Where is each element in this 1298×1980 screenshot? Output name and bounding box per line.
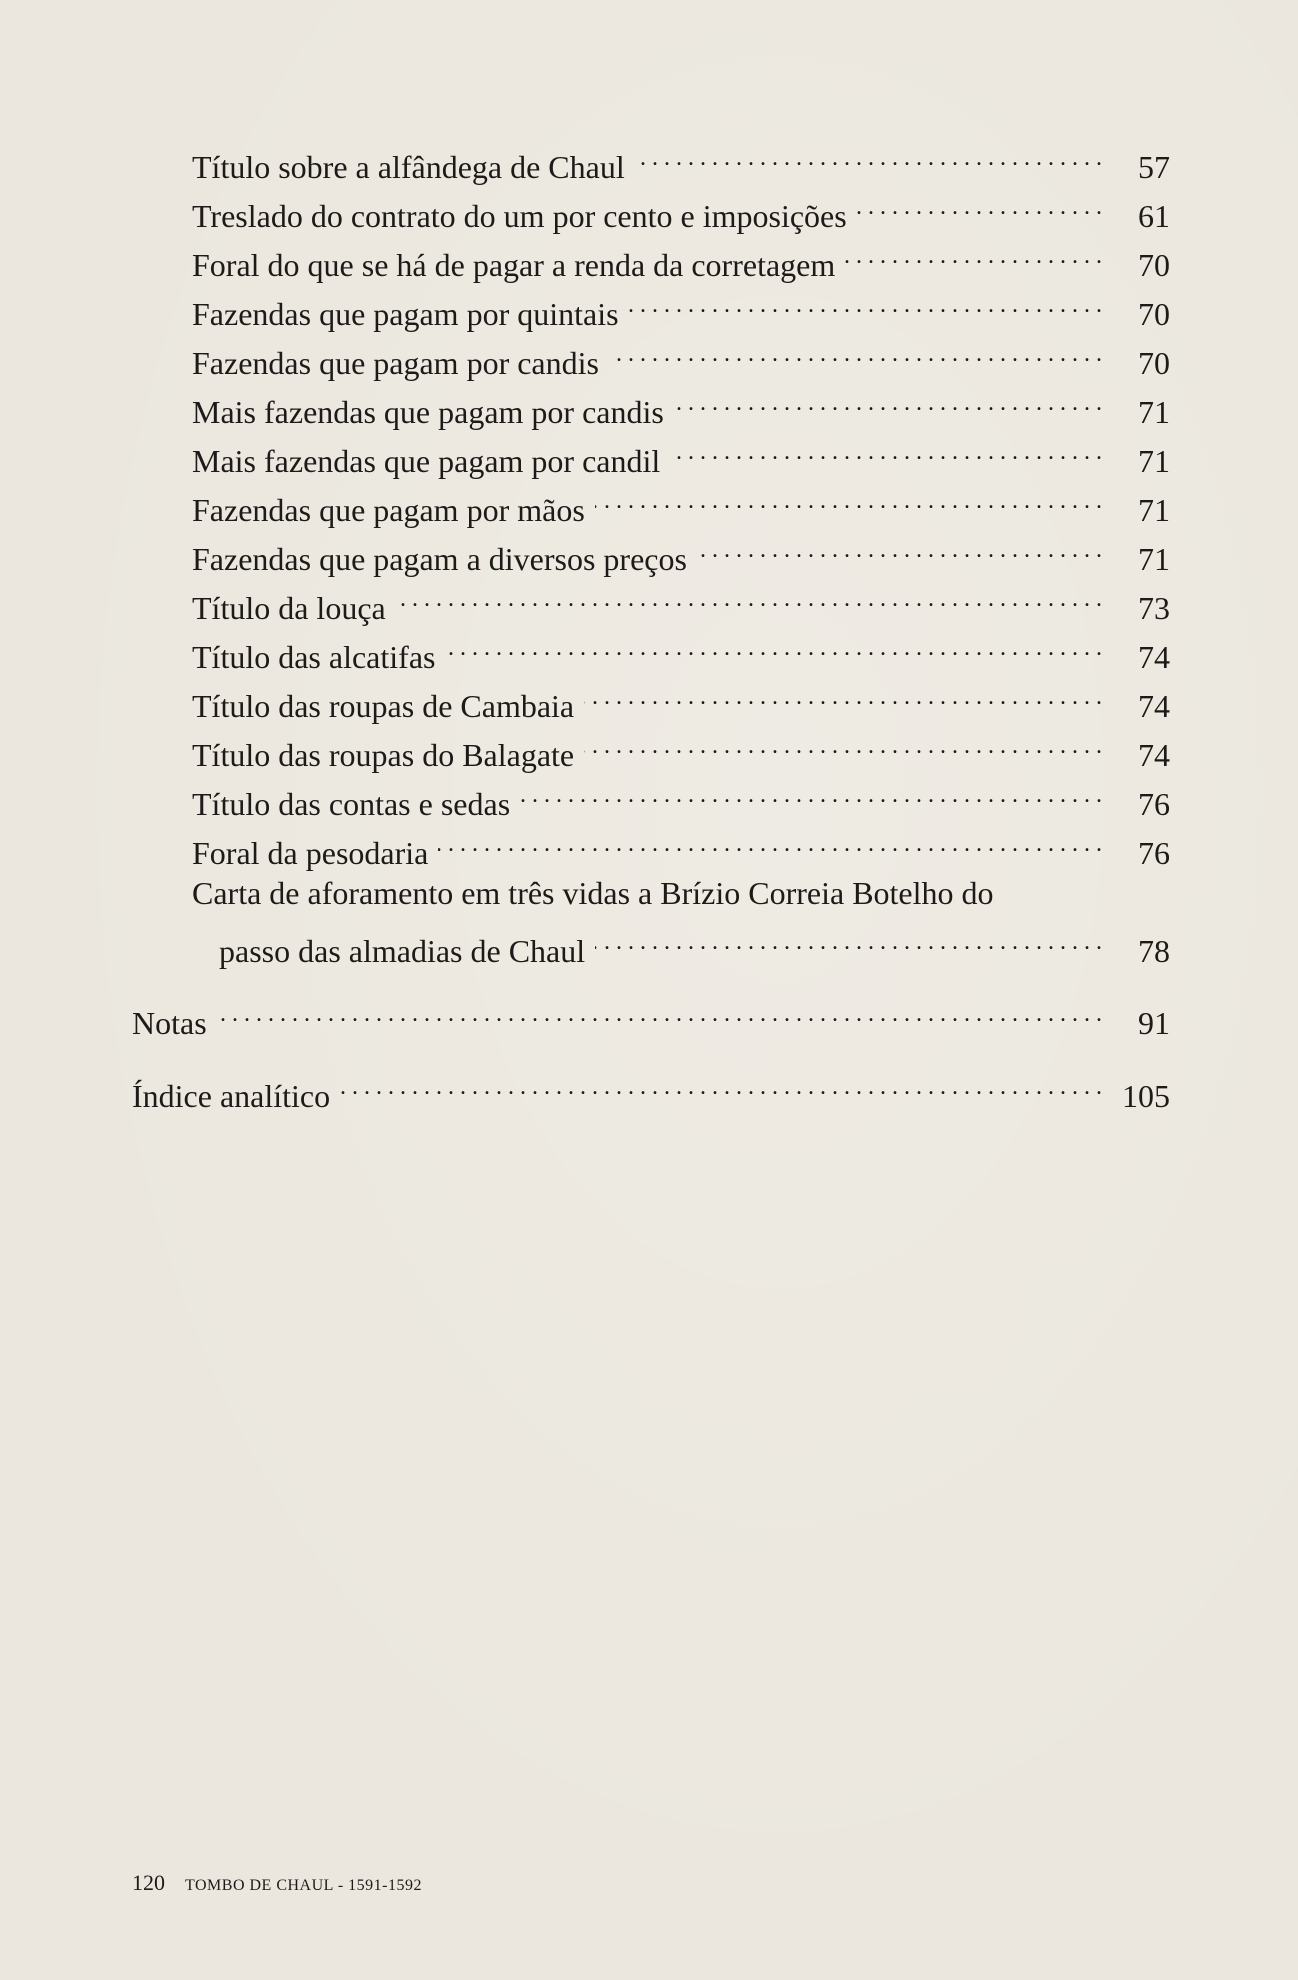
toc-leader-dots bbox=[674, 383, 1102, 423]
toc-entry-title: Mais fazendas que pagam por candis bbox=[192, 394, 664, 430]
toc-entry-title: Título das roupas do Balagate bbox=[192, 737, 575, 773]
toc-entry-page: 74 bbox=[1138, 688, 1170, 724]
toc-entry-page: 57 bbox=[1138, 149, 1170, 185]
toc-entry-title: Fazendas que pagam por mãos bbox=[192, 492, 585, 528]
toc-entry bbox=[192, 775, 1170, 822]
toc-entry-page: 76 bbox=[1138, 835, 1170, 871]
toc-leader-dots bbox=[217, 994, 1102, 1034]
toc-entry-title: Título das contas e sedas bbox=[192, 786, 511, 822]
toc-entry bbox=[192, 383, 1170, 430]
toc-entry-title: Fazendas que pagam a diversos preços bbox=[192, 541, 687, 577]
toc-entry bbox=[192, 285, 1170, 332]
toc-leader-dots bbox=[396, 579, 1102, 619]
toc-entry bbox=[192, 138, 1170, 185]
toc-entry-title: Foral do que se há de pagar a renda da corretagem bbox=[192, 247, 836, 283]
toc-entry-title: Título das roupas de Cambaia bbox=[192, 688, 575, 724]
toc-entry-title: Título da louça bbox=[192, 590, 386, 626]
toc-entry-page: 74 bbox=[1138, 737, 1170, 773]
toc-entry bbox=[192, 236, 1170, 283]
toc-leader-dots bbox=[635, 138, 1102, 178]
toc-entry bbox=[192, 530, 1170, 577]
toc-entry-title: passo das almadias de Chaul bbox=[219, 933, 586, 969]
toc-entry bbox=[192, 824, 1170, 871]
toc-entry-page: 61 bbox=[1138, 198, 1170, 234]
toc-leader-dots bbox=[445, 628, 1102, 668]
toc-section-title: Índice analítico bbox=[132, 1078, 331, 1114]
toc-entry-page: 73 bbox=[1138, 590, 1170, 626]
toc-entry-page: 70 bbox=[1138, 345, 1170, 381]
toc-entry bbox=[192, 481, 1170, 528]
toc-leader-dots bbox=[609, 334, 1102, 374]
toc-section-indice bbox=[132, 1067, 1170, 1114]
toc-entry-page: 71 bbox=[1138, 394, 1170, 430]
toc-entry-title: Título sobre a alfândega de Chaul bbox=[192, 149, 625, 185]
toc-entry-page: 71 bbox=[1138, 492, 1170, 528]
toc-leader-dots bbox=[670, 432, 1102, 472]
toc-leader-dots bbox=[595, 481, 1102, 521]
footer-page-number: 120 bbox=[132, 1870, 165, 1895]
toc-leader-dots bbox=[845, 236, 1102, 276]
toc-entry bbox=[192, 432, 1170, 479]
toc-entry-title: Mais fazendas que pagam por candil bbox=[192, 443, 661, 479]
toc-leader-dots bbox=[857, 187, 1102, 227]
toc-entry-title: Foral da pesodaria bbox=[192, 835, 429, 871]
toc-section-title: Notas bbox=[132, 1005, 207, 1041]
toc-entry bbox=[192, 726, 1170, 773]
toc-entry-page: 78 bbox=[1138, 933, 1170, 969]
toc-leader-dots bbox=[584, 677, 1102, 717]
toc-entry bbox=[192, 334, 1170, 381]
toc-entry-page: 74 bbox=[1138, 639, 1170, 675]
toc-leader-dots bbox=[438, 824, 1102, 864]
toc-leader-dots bbox=[520, 775, 1102, 815]
toc-leader-dots bbox=[584, 726, 1102, 766]
toc-entry-title: Treslado do contrato do um por cento e imposições bbox=[192, 198, 847, 234]
toc-entry bbox=[192, 579, 1170, 626]
toc-section-notas bbox=[132, 994, 1170, 1041]
toc-entry-page: 70 bbox=[1138, 296, 1170, 332]
toc-section-page: 105 bbox=[1122, 1078, 1170, 1114]
page-footer bbox=[132, 1870, 422, 1896]
toc-entry bbox=[192, 187, 1170, 234]
toc-entry-page: 71 bbox=[1138, 541, 1170, 577]
toc-entry-title: Título das alcatifas bbox=[192, 639, 436, 675]
toc-entry-page: 70 bbox=[1138, 247, 1170, 283]
toc-leader-dots bbox=[697, 530, 1102, 570]
toc-entry-page: 76 bbox=[1138, 786, 1170, 822]
toc-entry-carta bbox=[219, 922, 1170, 969]
toc-entry bbox=[192, 677, 1170, 724]
toc-entry-title: Fazendas que pagam por candis bbox=[192, 345, 599, 381]
toc-entry-title: Fazendas que pagam por quintais bbox=[192, 296, 619, 332]
toc-leader-dots bbox=[595, 922, 1102, 962]
toc-leader-dots bbox=[629, 285, 1102, 325]
toc-section-page: 91 bbox=[1138, 1005, 1170, 1041]
toc-entry-page: 71 bbox=[1138, 443, 1170, 479]
toc-leader-dots bbox=[340, 1067, 1102, 1107]
toc-entry-carta-line1: Carta de aforamento em três vidas a Brízio Correia Botelho do bbox=[192, 875, 994, 911]
footer-running-title: TOMBO DE CHAUL - 1591-1592 bbox=[185, 1877, 422, 1894]
toc-entry bbox=[192, 628, 1170, 675]
